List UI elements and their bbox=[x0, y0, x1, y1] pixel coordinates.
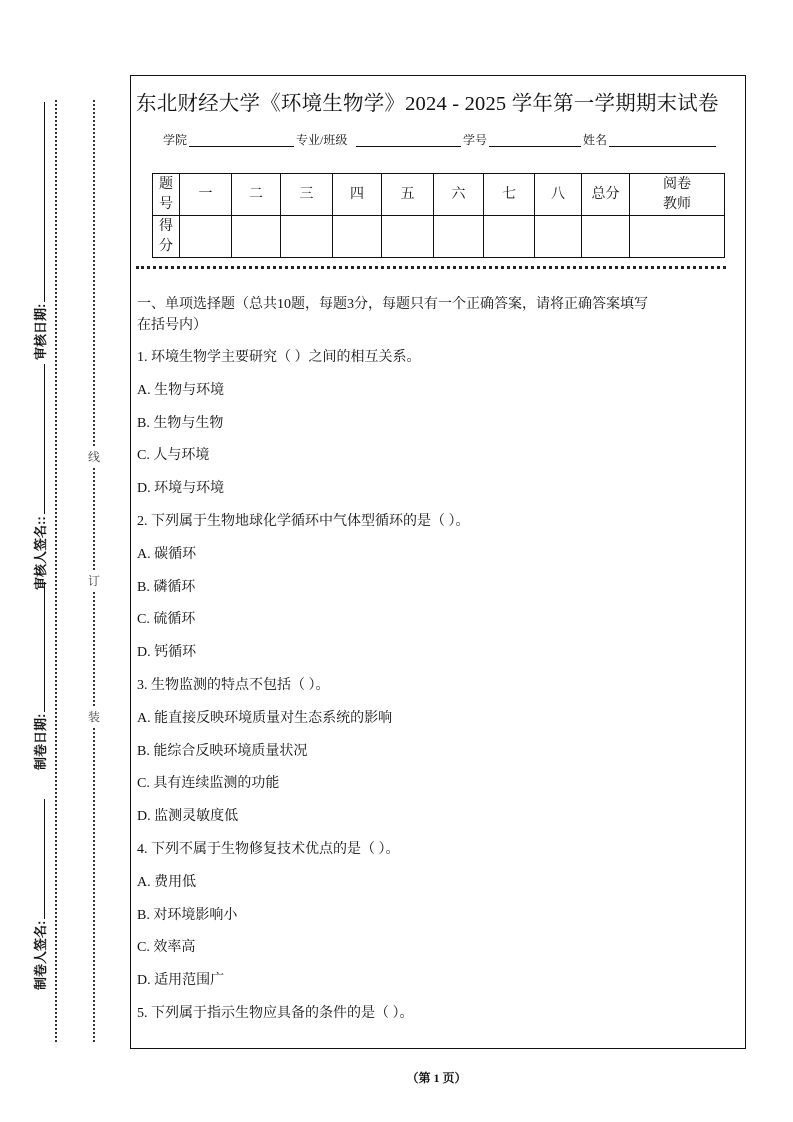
major-input-line[interactable] bbox=[356, 146, 461, 147]
col-1: 一 bbox=[180, 174, 232, 216]
score-cell[interactable] bbox=[281, 216, 333, 258]
col-7: 七 bbox=[484, 174, 535, 216]
col-8: 八 bbox=[535, 174, 582, 216]
question-stem: 1. 环境生物学主要研究（ ）之间的相互关系。 bbox=[137, 350, 421, 365]
col-grader: 阅卷 教师 bbox=[630, 174, 725, 216]
reviewer-signature-field[interactable] bbox=[30, 364, 49, 590]
binding-char-ding: 订 bbox=[87, 570, 101, 591]
question-stem: 2. 下列属于生物地球化学循环中气体型循环的是（ ）。 bbox=[137, 514, 470, 529]
section-heading-line2: 在括号内） bbox=[137, 318, 207, 333]
answer-option[interactable]: D. 环境与环境 bbox=[137, 481, 225, 497]
answer-option[interactable]: A. 能直接反映环境质量对生态系统的影响 bbox=[137, 710, 393, 726]
name-input-line[interactable] bbox=[609, 146, 716, 147]
header-label-cell: 题 号 bbox=[153, 174, 180, 216]
score-table bbox=[152, 173, 725, 258]
paper-date-label: 制卷日期: bbox=[33, 713, 48, 770]
grader-cell[interactable] bbox=[630, 216, 725, 258]
col-total: 总分 bbox=[582, 174, 630, 216]
binding-char-xian: 线 bbox=[87, 446, 101, 467]
dotted-separator bbox=[136, 266, 726, 269]
paper-date-line[interactable] bbox=[34, 582, 45, 712]
answer-option[interactable]: A. 碳循环 bbox=[137, 546, 197, 562]
student-id-input-line[interactable] bbox=[489, 146, 581, 147]
major-label: 专业/班级 bbox=[296, 133, 348, 147]
score-table-header-row bbox=[153, 174, 725, 216]
name-label: 姓名 bbox=[583, 133, 608, 147]
score-table-score-row bbox=[153, 216, 725, 258]
answer-option[interactable]: A. 生物与环境 bbox=[137, 382, 225, 398]
score-cell[interactable] bbox=[582, 216, 630, 258]
answer-option[interactable]: A. 费用低 bbox=[137, 874, 197, 890]
answer-option[interactable]: B. 能综合反映环境质量状况 bbox=[137, 743, 308, 759]
paper-maker-signature-field[interactable] bbox=[30, 799, 49, 990]
question-stem: 4. 下列不属于生物修复技术优点的是（ ）。 bbox=[137, 842, 400, 857]
review-date-line[interactable] bbox=[34, 102, 45, 302]
reviewer-signature-line[interactable] bbox=[34, 364, 45, 514]
answer-option[interactable]: C. 人与环境 bbox=[137, 448, 210, 464]
paper-maker-signature-label: 制卷人签名: bbox=[33, 920, 48, 990]
answer-option[interactable]: D. 钙循环 bbox=[137, 645, 197, 661]
col-3: 三 bbox=[281, 174, 333, 216]
margin-dotted-line-outer bbox=[55, 100, 57, 1042]
answer-option[interactable]: C. 效率高 bbox=[137, 940, 196, 956]
college-input-line[interactable] bbox=[189, 146, 294, 147]
answer-option[interactable]: C. 具有连续监测的功能 bbox=[137, 776, 280, 792]
score-cell[interactable] bbox=[232, 216, 281, 258]
score-cell[interactable] bbox=[333, 216, 382, 258]
col-4: 四 bbox=[333, 174, 382, 216]
col-5: 五 bbox=[382, 174, 434, 216]
score-cell[interactable] bbox=[382, 216, 434, 258]
question-stem: 3. 生物监测的特点不包括（ ）。 bbox=[137, 678, 330, 693]
score-label-cell: 得 分 bbox=[153, 216, 180, 258]
review-date-field[interactable] bbox=[30, 102, 49, 360]
score-cell[interactable] bbox=[535, 216, 582, 258]
answer-option[interactable]: D. 适用范围广 bbox=[137, 973, 225, 989]
reviewer-signature-label: 审核人签名:: bbox=[33, 516, 48, 590]
answer-option[interactable]: B. 对环境影响小 bbox=[137, 907, 238, 923]
paper-maker-signature-line[interactable] bbox=[34, 799, 45, 919]
question-stem: 5. 下列属于指示生物应具备的条件的是（ ）。 bbox=[137, 1006, 414, 1021]
col-6: 六 bbox=[434, 174, 484, 216]
score-cell[interactable] bbox=[180, 216, 232, 258]
binding-char-zhuang: 装 bbox=[87, 706, 101, 727]
page-title: 东北财经大学《环境生物学》2024 - 2025 学年第一学期期末试卷 bbox=[136, 93, 719, 115]
score-cell[interactable] bbox=[434, 216, 484, 258]
answer-option[interactable]: C. 硫循环 bbox=[137, 612, 196, 628]
paper-date-field[interactable] bbox=[30, 582, 49, 770]
answer-option[interactable]: B. 磷循环 bbox=[137, 579, 196, 595]
review-date-label: 审核日期: bbox=[33, 303, 48, 360]
answer-option[interactable]: B. 生物与生物 bbox=[137, 415, 224, 431]
col-2: 二 bbox=[232, 174, 281, 216]
student-id-label: 学号 bbox=[463, 133, 488, 147]
page-number: （第 1 页） bbox=[406, 1071, 467, 1085]
section-heading-line1: 一、单项选择题（总共10题，每题3分，每题只有一个正确答案，请将正确答案填写 bbox=[137, 297, 648, 312]
college-label: 学院 bbox=[163, 133, 188, 147]
score-cell[interactable] bbox=[484, 216, 535, 258]
answer-option[interactable]: D. 监测灵敏度低 bbox=[137, 809, 239, 825]
